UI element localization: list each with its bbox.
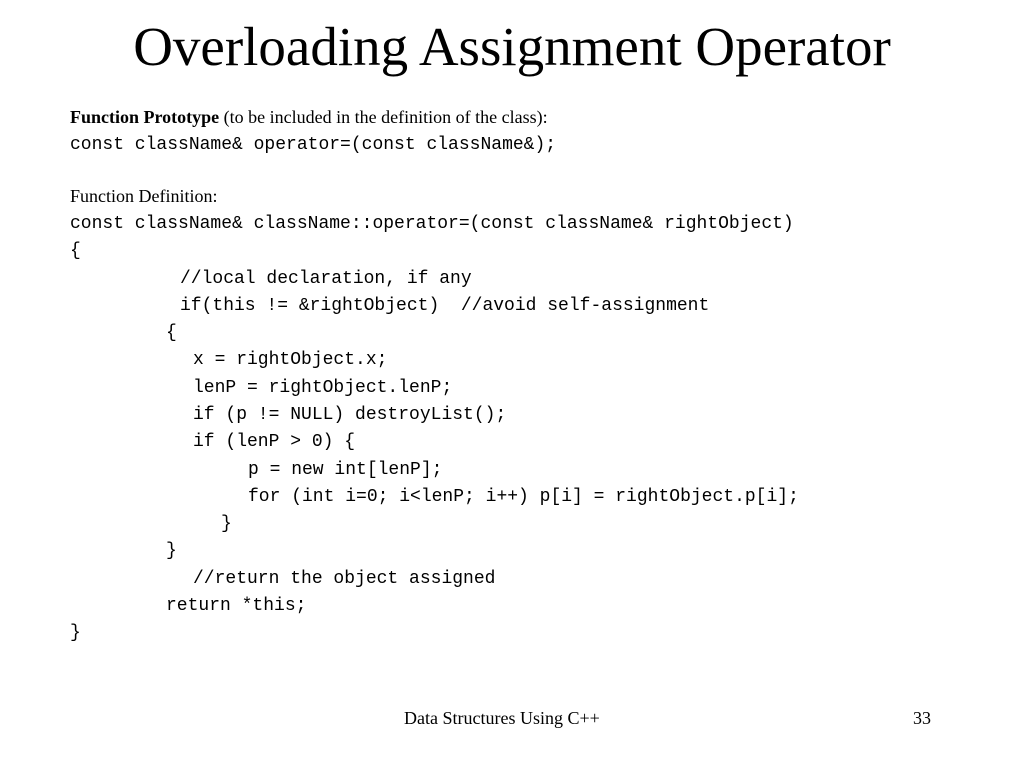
code-line: } [221,514,232,534]
code-line: x = rightObject.x; [193,350,388,370]
footer-course-title: Data Structures Using C++ [404,708,600,728]
code-line: //local declaration, if any [180,269,472,289]
code-line: } [70,623,81,643]
slide-title: Overloading Assignment Operator [133,16,891,77]
code-line: if(this != &rightObject) //avoid self-assignment [180,296,710,316]
code-line: lenP = rightObject.lenP; [193,378,453,398]
code-line: const className& className::operator=(const className& rightObject) [70,214,794,234]
definition-heading: Function Definition: [70,186,218,206]
code-line: { [70,241,81,261]
prototype-code: const className& operator=(const className&); [70,135,557,155]
code-line: } [166,541,177,561]
code-line: return *this; [166,596,307,616]
prototype-heading-rest: (to be included in the definition of the class): [219,107,548,127]
prototype-heading [70,106,548,128]
code-line: { [166,323,177,343]
footer-page-number: 33 [913,708,931,728]
code-line: //return the object assigned [193,569,496,589]
code-line: for (int i=0; i<lenP; i++) p[i] = rightObject.p[i]; [248,487,799,507]
code-line: if (p != NULL) destroyList(); [193,405,507,425]
code-line: if (lenP > 0) { [193,432,356,452]
prototype-heading-bold: Function Prototype [70,107,220,127]
code-line: p = new int[lenP]; [248,460,443,480]
